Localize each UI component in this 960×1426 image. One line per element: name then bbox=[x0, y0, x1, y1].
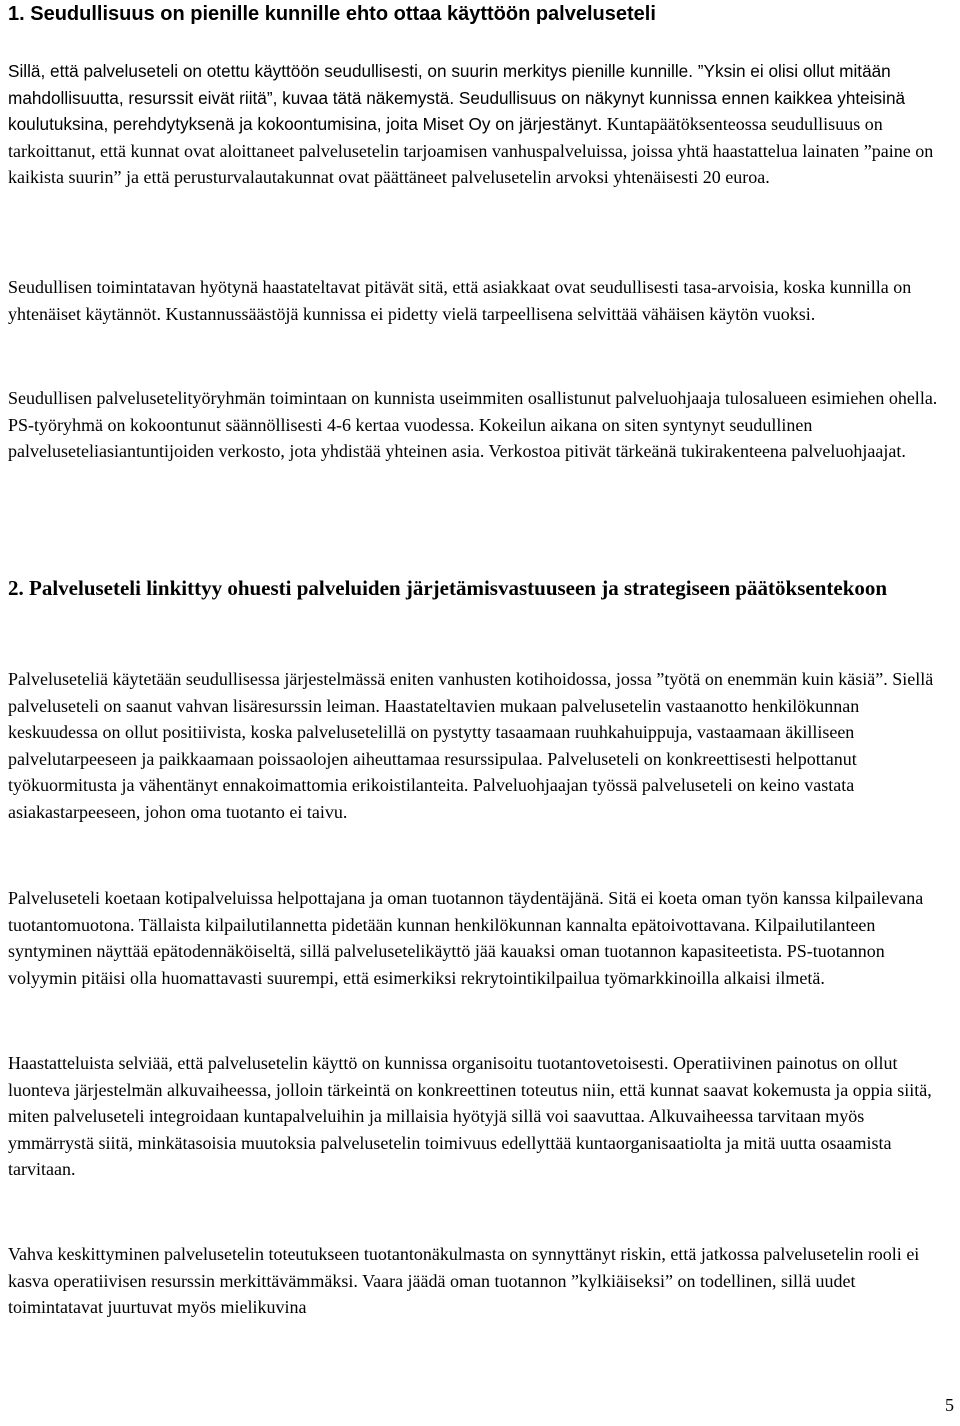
section-1-heading: 1. Seudullisuus on pienille kunnille ehto ottaa käyttöön palveluseteli bbox=[8, 3, 656, 25]
section-2-paragraph-3: Haastatteluista selviää, että palvelusetelin käyttö on kunnissa organisoitu tuotantovetoisesti. Operatiivinen painotus on ollut luonteva järjestelmän alkuvaiheessa, jolloin tärkeintä on konkreettinen toteutus niin, että kunnat saavat kokemusta ja oppia siitä, miten palveluseteli integroidaan kuntapalveluihin ja millaisia hyötyjä sillä voi saavuttaa. Alkuvaiheessa tarvitaan myös ymmärrystä siitä, minkätasoisia muutoksia palvelusetelin toimivuus edellyttää kuntaorganisaatiolta ja mitä uutta osaamista tarvitaan. bbox=[8, 1053, 932, 1180]
section-1-paragraph-2: Seudullisen toimintatavan hyötynä haastateltavat pitävät sitä, että asiakkaat ovat seudullisesti tasa-arvoisia, koska kunnilla on yhtenäiset käytännöt. Kustannussäästöjä kunnissa ei pidetty vielä tarpeellisena selvittää vähäisen käytön vuoksi. bbox=[8, 277, 912, 324]
section-2-paragraph-1: Palveluseteliä käytetään seudullisessa järjestelmässä eniten vanhusten kotihoidossa, jossa ”työtä on enemmän kuin käsiä”. Siellä palveluseteli on saanut vahvan lisäresurssin leiman. Haastateltavien mukaan palvelusetelin vastaanotto henkilökunnan keskuudessa on ollut positiivista, koska palvelusetelillä on pystytty tasaamaan ruuhkahuippuja, vastaamaan äkilliseen palvelutarpeeseen ja paikkaamaan poissaolojen aiheuttamaa resurssipulaa. Palveluseteli on konkreettisesti helpottanut työkuormitusta ja vähentänyt ennakoimattomia erikoistilanteita. Palveluohjaajan työssä palveluseteli on keino vastata asiakastarpeeseen, johon oma tuotanto ei taivu. bbox=[8, 669, 934, 822]
section-2-paragraph-4: Vahva keskittyminen palvelusetelin toteutukseen tuotantonäkulmasta on synnyttänyt riskin, että jatkossa palvelusetelin rooli ei kasva operatiivisen resurssin merkittävämmäksi. Vaara jäädä oman tuotannon ”kylkiäiseksi” on todellinen, sillä uudet toimintatavat juurtuvat myös mielikuvina bbox=[8, 1244, 920, 1318]
section-2-paragraph-2: Palveluseteli koetaan kotipalveluissa helpottajana ja oman tuotannon täydentäjänä. Sitä ei koeta oman työn kanssa kilpailevana tuotantomuotona. Tällaista kilpailutilannetta pidetään kunnan henkilökunnan kannalta epätoivottavana. Kilpailutilanteen syntyminen näyttää epätodennäköiseltä, sillä palvelusetelikäyttö jää kauaksi oman tuotannon kapasiteetista. PS-tuotannon volyymin pitäisi olla huomattavasti suurempi, että esimerkiksi rekrytointikilpailua työmarkkinoilla alkaisi ilmetä. bbox=[8, 888, 924, 988]
section-1-paragraph-3: Seudullisen palvelusetelityöryhmän toimintaan on kunnista useimmiten osallistunut palveluohjaaja tulosalueen esimiehen ohella. PS-työryhmä on kokoontunut säännöllisesti 4-6 kertaa vuodessa. Kokeilun aikana on siten syntynyt seudullinen palveluseteliasiantuntijoiden verkosto, jota yhdistää yhteinen asia. Verkostoa pitivät tärkeänä tukirakenteena palveluohjaajat. bbox=[8, 388, 938, 462]
page-number: 5 bbox=[945, 1395, 954, 1415]
section-2-heading: 2. Palveluseteli linkittyy ohuesti palveluiden järjetämisvastuuseen ja strategiseen päätöksentekoon bbox=[8, 576, 888, 600]
section-1-paragraph-1 bbox=[8, 58, 952, 191]
paragraph-serif-part: Kuntapäätöksenteossa seudullisuus on tarkoittanut, että kunnat ovat aloittaneet palvelusetelin tarjoamisen vanhuspalveluissa, joissa yhtä haastattelua lainaten ”paine on kaikista suurin” ja että perusturvalautakunnat ovat päättäneet palvelusetelin arvoksi yhtenäisesti 20 euroa. bbox=[8, 114, 934, 188]
paragraph-sans-part: Sillä, että palveluseteli on otettu käyttöön seudullisesti, on suurin merkitys pienille kunnille. ”Yksin ei olisi ollut mitään mahdollisuutta, resurssit eivät riitä”, kuvaa tätä näkemystä. Seudullisuus on näkynyt kunnissa ennen kaikkea yhteisinä koulutuksina, perehdytyksenä ja kokoontumisina, joita Miset Oy on järjestänyt. bbox=[8, 61, 906, 135]
